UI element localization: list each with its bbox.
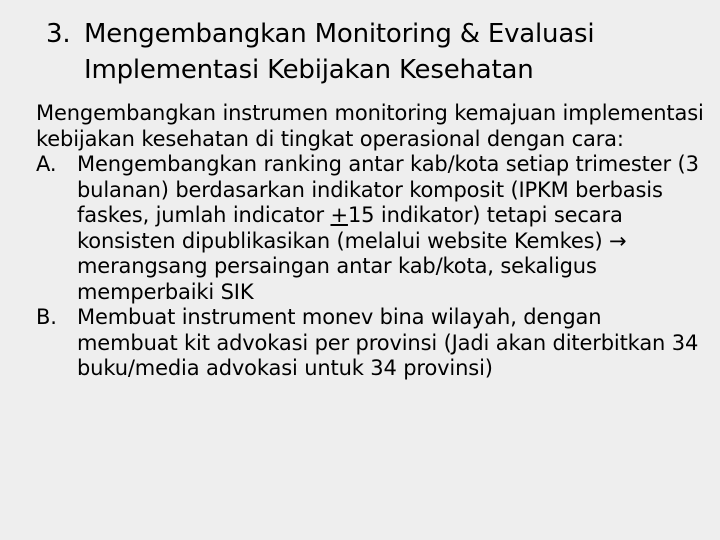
intro-paragraph: Mengembangkan instrumen monitoring kemajuan implementasi kebijakan kesehatan di tingkat operasional dengan cara: <box>36 101 704 151</box>
slide-body <box>36 101 706 382</box>
list-marker-a: A. <box>36 152 57 176</box>
title-line-1: Mengembangkan Monitoring & Evaluasi <box>84 19 595 49</box>
point-list <box>36 152 706 382</box>
plus-minus-sign: + <box>330 203 348 227</box>
title-line-2: Implementasi Kebijakan Kesehatan <box>84 55 534 85</box>
item-a-text-before: Mengembangkan ranking antar kab/kota setiap trimester (3 bulanan) berdasarkan indikator komposit (IPKM berbasis faskes, jumlah indicator <box>77 152 699 227</box>
list-item-a <box>36 152 706 305</box>
item-b-text: Membuat instrument monev bina wilayah, dengan membuat kit advokasi per provinsi (Jadi akan diterbitkan 34 buku/media advokasi untuk 34 provinsi) <box>77 305 699 380</box>
list-item-b <box>36 305 706 382</box>
title-number: 3. <box>46 19 71 49</box>
item-a-text-after: 15 indikator) tetapi secara konsisten dipublikasikan (melalui website Kemkes) → merangsang persaingan antar kab/kota, sekaligus memperbaiki SIK <box>77 203 627 304</box>
list-marker-b: B. <box>36 305 57 329</box>
slide-title <box>46 16 706 88</box>
